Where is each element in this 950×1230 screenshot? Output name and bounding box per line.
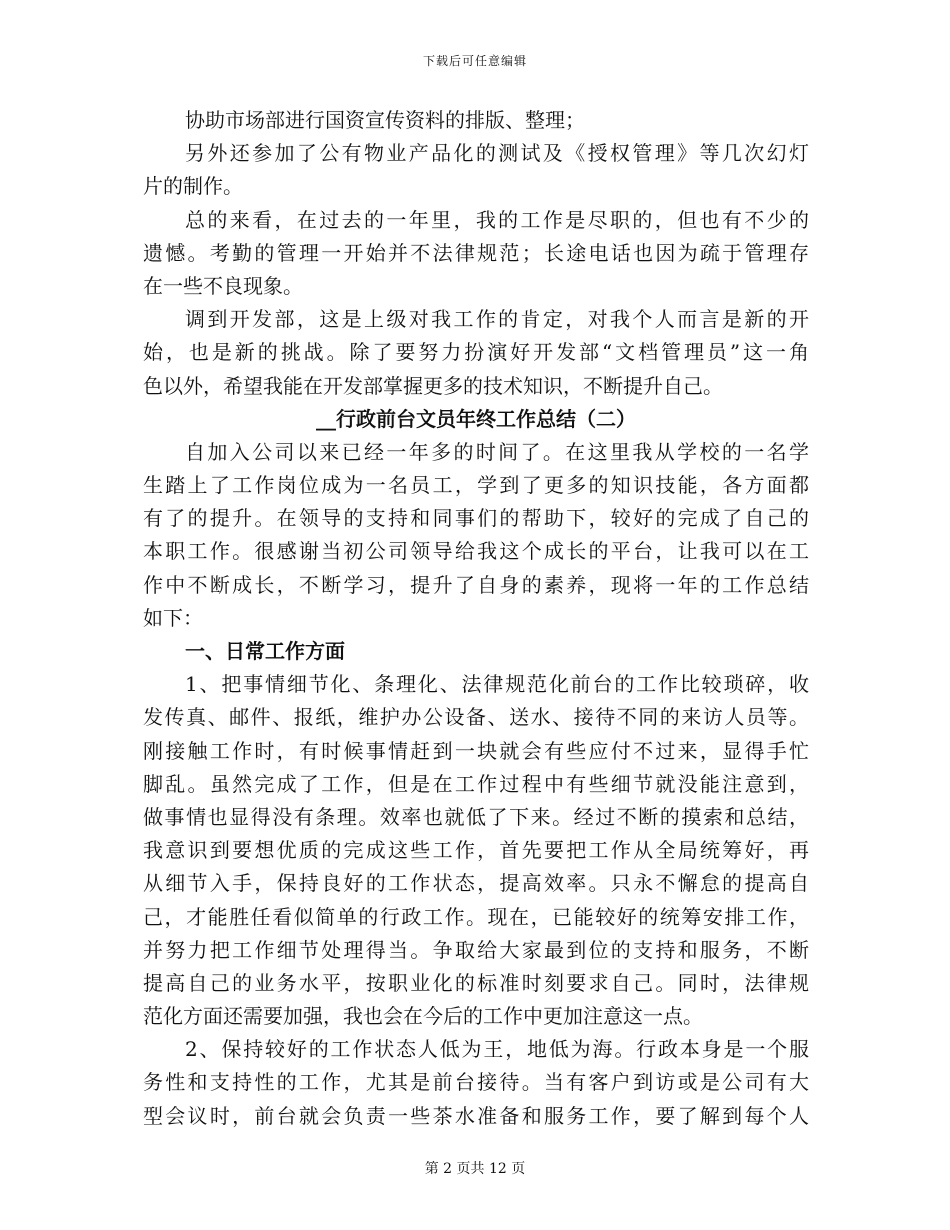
text-line: 型会议时，前台就会负责一些茶水准备和服务工作，要了解到每个人 <box>143 1103 809 1128</box>
text-line: 脚乱。虽然完成了工作，但是在工作过程中有些细节就没能注意到， <box>143 771 809 796</box>
text-line: 生踏上了工作岗位成为一名员工，学到了更多的知识技能，各方面都 <box>143 473 809 498</box>
text-line: 提高自己的业务水平，按职业化的标准时刻要求自己。同时，法律规 <box>143 970 809 995</box>
page-header: 下载后可任意编辑 <box>422 54 527 68</box>
text-line: 作中不断成长，不断学习，提升了自身的素养，现将一年的工作总结 <box>143 572 809 597</box>
text-line: 己，才能胜任看似简单的行政工作。现在，已能较好的统筹安排工作， <box>143 904 809 929</box>
text-line: 刚接触工作时，有时候事情赶到一块就会有些应付不过来，显得手忙 <box>143 738 809 763</box>
text-line: 务性和支持性的工作，尤其是前台接待。当有客户到访或是公司有大 <box>143 1070 809 1095</box>
text-line: 做事情也显得没有条理。效率也就低了下来。经过不断的摸索和总结， <box>143 804 809 829</box>
text-line: 始，也是新的挑战。除了要努力扮演好开发部“文档管理员”这一角 <box>143 340 809 365</box>
text-line: 从细节入手，保持良好的工作状态，提高效率。只永不懈怠的提高自 <box>143 871 809 896</box>
text-line: 片的制作。 <box>143 174 243 199</box>
text-line: 我意识到要想优质的完成这些工作，首先要把工作从全局统筹好，再 <box>143 838 809 863</box>
text-line: 本职工作。很感谢当初公司领导给我这个成长的平台，让我可以在工 <box>143 539 809 564</box>
text-line: 并努力把工作细节处理得当。争取给大家最到位的支持和服务，不断 <box>143 937 809 962</box>
text-line: 协助市场部进行国资宣传资料的排版、整理； <box>185 108 585 132</box>
page-footer: 第 2 页共 12 页 <box>424 1161 526 1177</box>
text-line: 发传真、邮件、报纸，维护办公设备、送水、接待不同的来访人员等。 <box>143 705 809 730</box>
text-line: 色以外，希望我能在开发部掌握更多的技术知识，不断提升自己。 <box>143 373 723 398</box>
text-line: 调到开发部，这是上级对我工作的肯定，对我个人而言是新的开 <box>185 307 809 332</box>
text-line: 1、把事情细节化、条理化、法律规范化前台的工作比较琐碎，收 <box>185 672 809 697</box>
text-line: 自加入公司以来已经一年多的时间了。在这里我从学校的一名学 <box>185 439 809 464</box>
text-line: 如下： <box>143 605 203 630</box>
text-line: 遗憾。考勤的管理一开始并不法律规范；长途电话也因为疏于管理存 <box>143 240 809 265</box>
text-line: 范化方面还需要加强，我也会在今后的工作中更加注意这一点。 <box>143 1004 703 1029</box>
text-line: 总的来看，在过去的一年里，我的工作是尽职的，但也有不少的 <box>185 207 809 232</box>
text-line: 另外还参加了公有物业产品化的测试及《授权管理》等几次幻灯 <box>185 141 809 166</box>
text-line: 有了的提升。在领导的支持和同事们的帮助下，较好的完成了自己的 <box>143 506 809 531</box>
section-title: __行政前台文员年终工作总结（二） <box>316 406 636 431</box>
text-line: 2、保持较好的工作状态人低为王，地低为海。行政本身是一个服 <box>185 1037 809 1062</box>
text-line: 在一些不良现象。 <box>143 273 303 298</box>
section-heading: 一、日常工作方面 <box>185 639 345 663</box>
document-body <box>143 104 809 1133</box>
